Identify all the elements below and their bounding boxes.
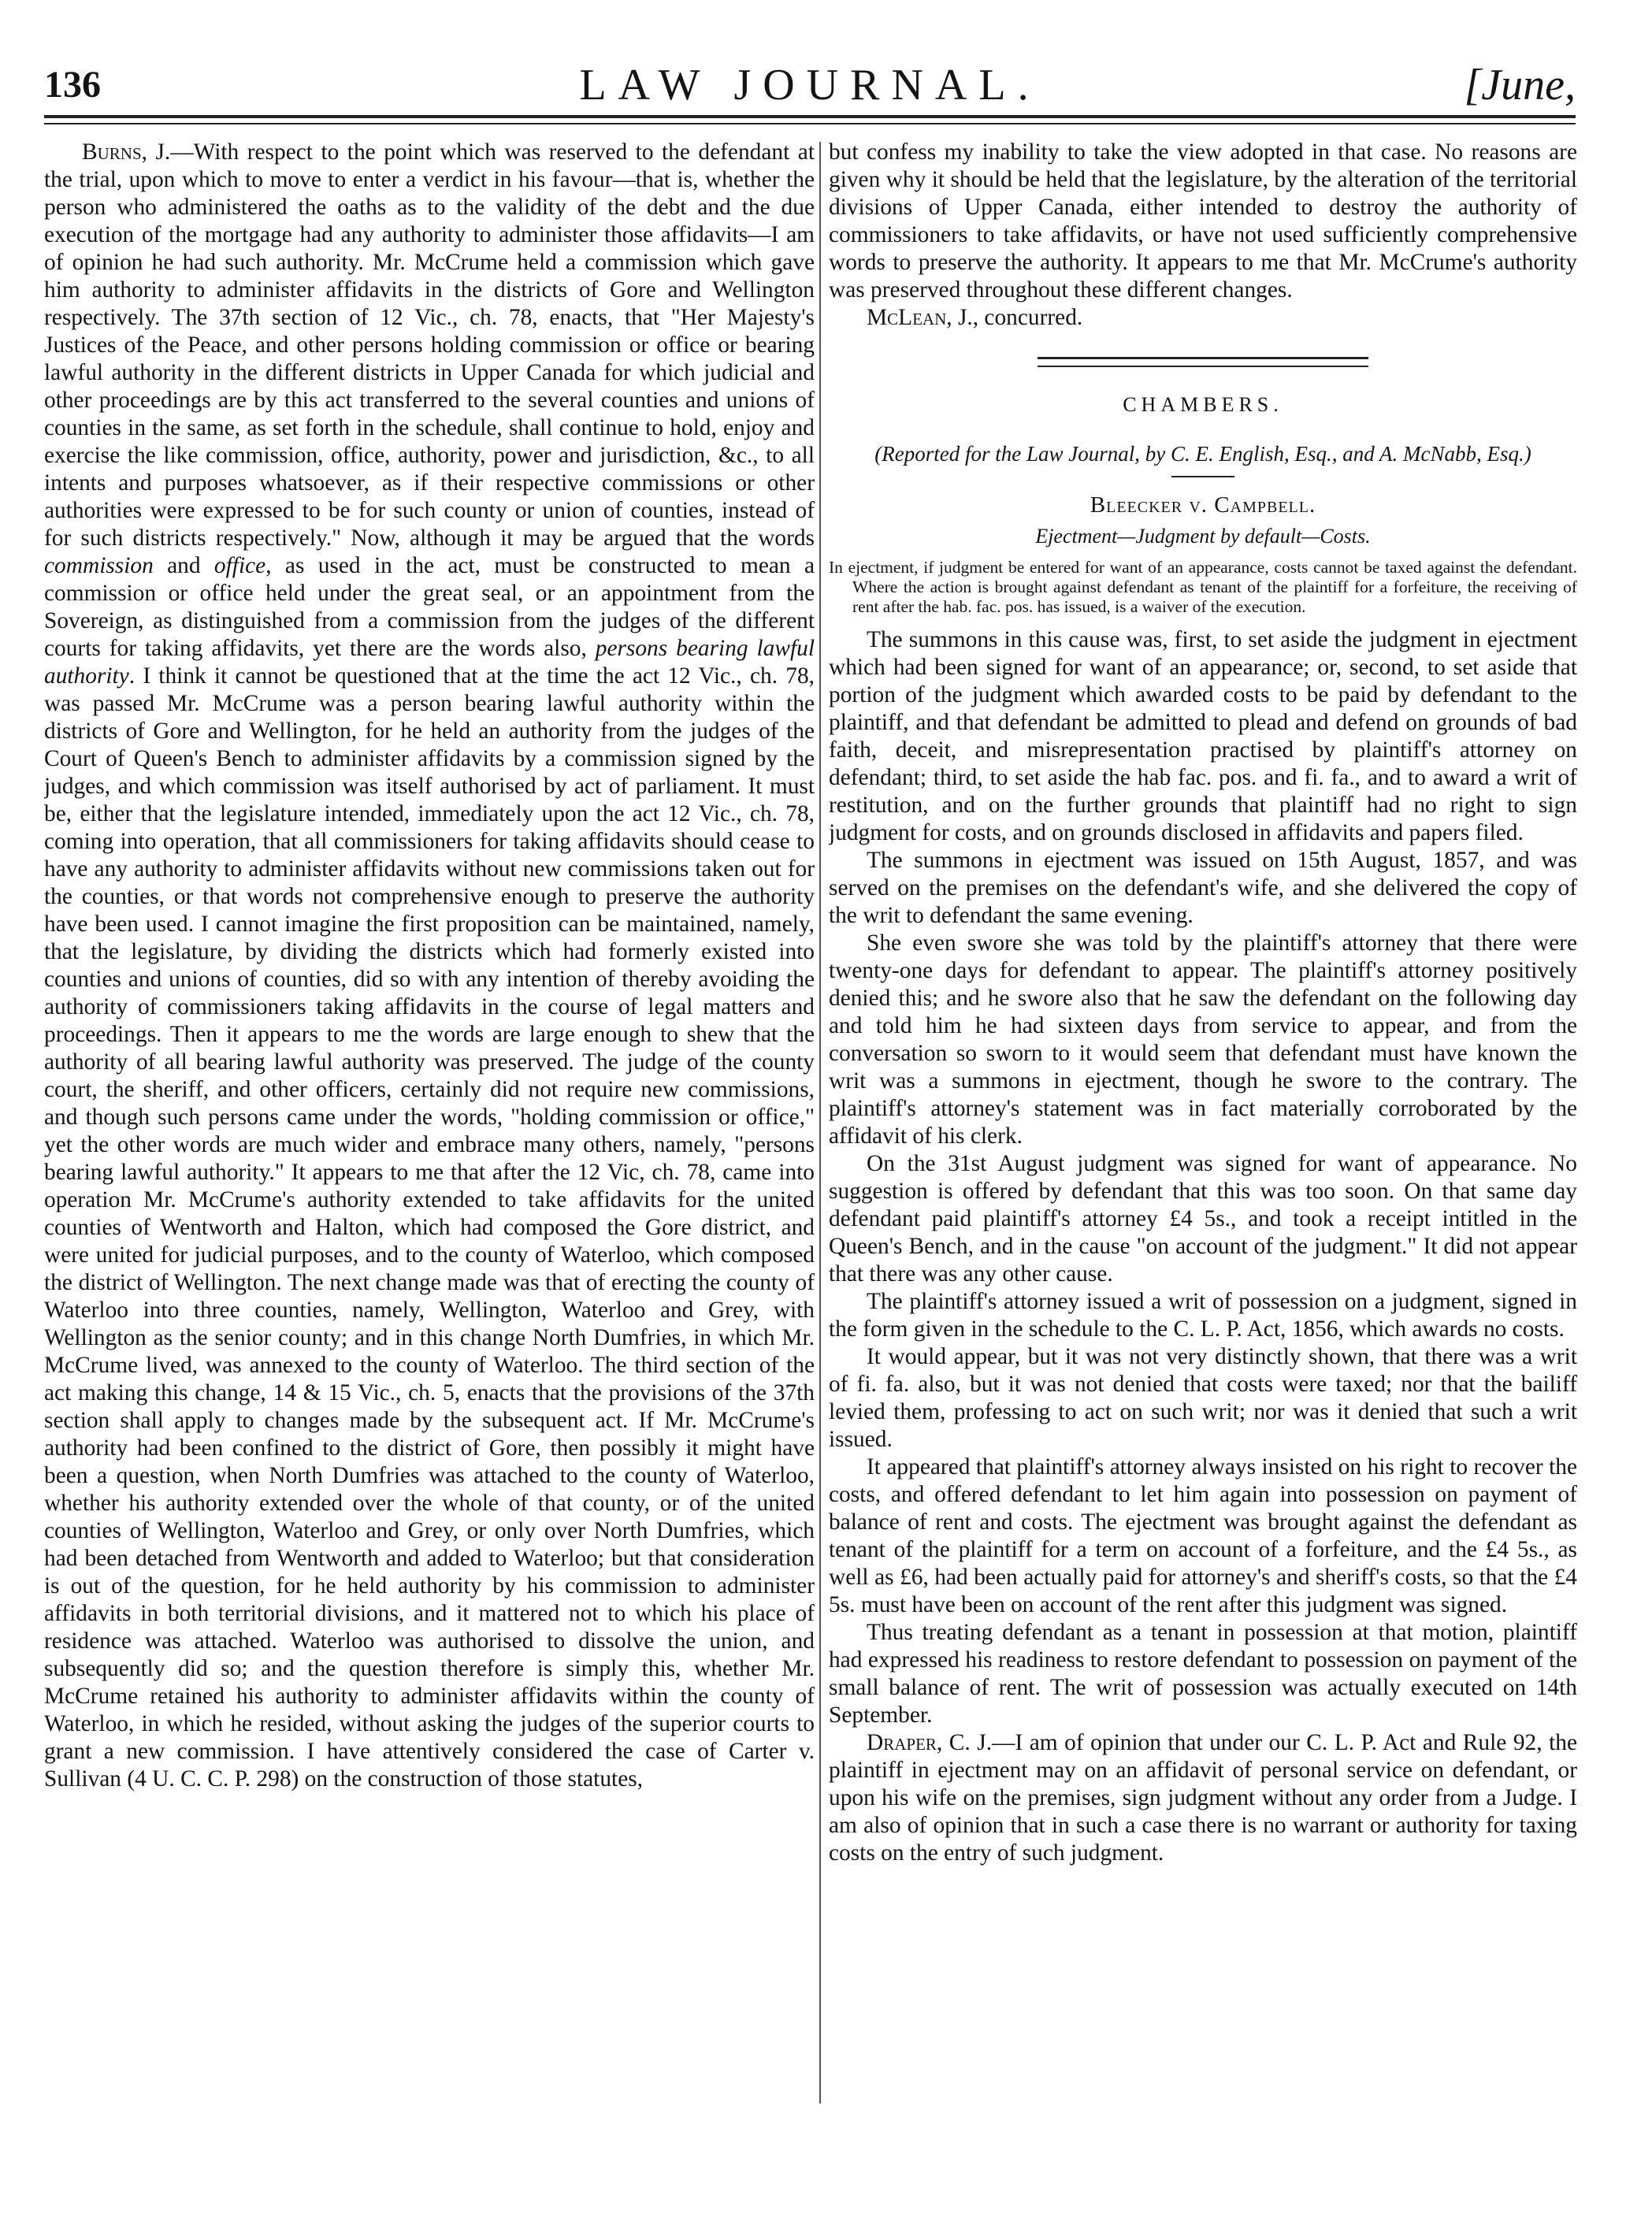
section-heading-chambers: CHAMBERS. xyxy=(1123,393,1283,416)
mclean-text: , concurred. xyxy=(972,305,1083,330)
burns-judgment-paragraph xyxy=(44,139,815,1793)
page-number: 136 xyxy=(44,64,101,106)
case-paragraph: The summons in ejectment was issued on 15th August, 1857, and was served on the premises on the defendant's wife, and she delivered the copy of the writ to defendant the same evening. xyxy=(829,848,1577,928)
mclean-paragraph xyxy=(829,304,1577,332)
burns-text-final: . I think it cannot be questioned that at the time the act 12 Vic., ch. 78, was passed Mr. McCrume was a person bearing lawful authority within the districts of Gore and Wellington, for he held an authority from the judges of the Court of Queen's Bench to administer affidavits by a commission signed by the judges, and which commission was itself authorised by act of parliament. It must be, either that the legislature intended, immediately upon the act 12 Vic., ch. 78, coming into operation, that all commissioners for taking affidavits should cease to have any authority to administer affidavits without new commissions taken out for the counties, or that words not comprehensive enough to preserve the authority have been used. I cannot imagine the first proposition can be maintained, namely, that the legislature, by dividing the districts which had formerly existed into counties and unions of counties, did so with any intention of thereby avoiding the authority of commissioners taking affidavits in the course of legal matters and proceedings. Then it appears to me the words are large enough to shew that the authority of all bearing lawful authority was preserved. The judge of the county court, the sheriff, and other officers, certainly did not require new commissions, and though such persons came under the words, "holding commission or office," yet the other words are much wider and embrace many others, namely, "persons bearing lawful authority." It appears to me that after the 12 Vic, ch. 78, came into operation Mr. McCrume's authority extended to take affidavits for the united counties of Wentworth and Halton, which had composed the Gore district, and were united for judicial purposes, and to the county of Waterloo, which composed the district of Wellington. The next change made was that of erecting the county of Waterloo into three counties, namely, Wellington, Waterloo and Grey, with Wellington as the senior county; and in this change North Dumfries, in which Mr. McCrume lived, was annexed to the county of Waterloo. The third section of the act making this change, 14 & 15 Vic., ch. 5, enacts that the provisions of the 37th section shall apply to changes made by the subsequent act. If Mr. McCrume's authority had been confined to the district of Gore, then possibly it might have been a question, when North Dumfries was attached to the county of Waterloo, whether his authority extended over the whole of that county, or of the united counties of Wellington, Waterloo and Grey, or only over North Dumfries, which had been detached from Wentworth and added to Waterloo; but that consideration is out of the question, for he held authority by his commission to administer affidavits in both territorial divisions, and it mattered not to which his place of residence was attached. Waterloo was authorised to dissolve the union, and subsequently did so; and the question therefore is simply this, whether Mr. McCrume retained his authority to administer affidavits within the county of Waterloo, in which he resided, without asking the judges of the superior courts to grant a new commission. I have attentively considered the case of Carter v. Sullivan (4 U. C. C. P. 298) on the construction of those statutes, xyxy=(44,663,815,1792)
case-paragraph: It appeared that plaintiff's attorney always insisted on his right to recover the costs, and offered defendant to let him again into possession on payment of balance of rent and costs. The ejectment was brought against the defendant as tenant of the plaintiff for a term on account of a forfeiture, and the £4 5s., as well as £6, had been actually paid for attorney's and sheriff's costs, so that the £4 5s. must have been on account of the rent after this judgment was signed. xyxy=(829,1454,1577,1617)
judge-name-draper: Draper, C. J. xyxy=(867,1730,993,1755)
page-header xyxy=(44,55,1576,118)
case-paragraph: The plaintiff's attorney issued a writ of possession on a judgment, signed in the form given in the schedule to the C. L. P. Act, 1856, which awards no costs. xyxy=(829,1289,1577,1342)
page-month: [June, xyxy=(1464,61,1576,110)
term-commission: commission xyxy=(44,553,154,578)
burns-continuation-paragraph: but confess my inability to take the view adopted in that case. No reasons are given why it should be held that the legislature, by the alteration of the territorial divisions of Upper Canada, either intended to destroy the authority of commissioners to take affidavits, or have not used sufficiently comprehensive words to preserve the authority. It appears to me that Mr. McCrume's authority was preserved throughout these different changes. xyxy=(829,139,1577,303)
draper-text: —I am of opinion that under our C. L. P. Act and Rule 92, the plaintiff in ejectment may on an affidavit of personal service on defendant, or upon his wife on the premises, sign judgment without any order from a Judge. I am also of opinion that in such a case there is no warrant or authority for taxing costs on the entry of such judgment. xyxy=(829,1730,1577,1866)
case-paragraph: It would appear, but it was not very distinctly shown, that there was a writ of fi. fa. also, but it was not denied that costs were taxed; nor that the bailiff levied them, professing to act on such writ; nor was it denied that such a writ issued. xyxy=(829,1344,1577,1452)
term-office: office xyxy=(213,553,266,578)
case-title: Bleecker v. Campbell. xyxy=(1090,492,1316,518)
burns-text: —With respect to the point which was reserved to the defendant at the trial, upon which to move to enter a verdict in his favour—that is, whether the person who administered the oaths as to the validity of the debt and the due execution of the mortgage had any authority to administer those affidavits—I am of opinion he had such authority. Mr. McCrume held a commission which gave him authority to administer affidavits in the districts of Gore and Wellington respectively. The 37th section of 12 Vic., ch. 78, enacts, that "Her Majesty's Justices of the Peace, and other persons holding commission or office or bearing lawful authority in the different districts in Upper Canada for which judicial and other proceedings are by this act transferred to the several counties and unions of counties in the same, as set forth in the schedule, shall continue to hold, enjoy and exercise the like commission, office, authority, power and jurisdiction, &c., to all intents and purposes whatsoever, as if their respective commissions or other authorities were expressed to be for such county or union of counties, instead of for such districts respectively." Now, although it may be argued that the words xyxy=(44,139,815,551)
case-headnote: In ejectment, if judgment be entered for want of an appearance, costs cannot be taxed against the defendant. Where the action is brought against defendant as tenant of the plaintiff for a forfeiture, the receiving of rent after the hab. fac. pos. has issued, is a waiver of the execution. xyxy=(829,558,1577,616)
section-rule-thin xyxy=(1038,366,1368,367)
case-paragraph: The summons in this cause was, first, to set aside the judgment in ejectment which had been signed for want of an appearance; or, second, to set aside that portion of the judgment which awarded costs to be paid by defendant to the plaintiff, and that defendant be admitted to plead and defend on grounds of bad faith, deceit, and misrepresentation practised by plaintiff's attorney on defendant; third, to set aside the hab fac. pos. and fi. fa., and to award a writ of restitution, and on the further grounds that plaintiff had no right to sign judgment for costs, and on grounds disclosed in affidavits and papers filed. xyxy=(829,627,1577,845)
judge-name-mclean: McLean, J. xyxy=(867,305,973,330)
section-rule xyxy=(1038,357,1368,359)
draper-paragraph xyxy=(829,1729,1577,1867)
reporter-credit: (Reported for the Law Journal, by C. E. English, Esq., and A. McNabb, Esq.) xyxy=(874,442,1531,466)
left-column xyxy=(44,139,815,2167)
case-paragraph: Thus treating defendant as a tenant in possession at that motion, plaintiff had expressed his readiness to restore defendant to possession on payment of the small balance of rent. The writ of possession was actually executed on 14th September. xyxy=(829,1620,1577,1728)
short-rule xyxy=(1171,476,1234,477)
term-persons-bearing-lawful-authority: persons bearing lawful authority xyxy=(44,636,815,689)
case-subtitle: Ejectment—Judgment by default—Costs. xyxy=(1035,525,1371,548)
header-rule xyxy=(44,115,1576,118)
header-rule-thin xyxy=(44,123,1576,124)
burns-text-continued: , as used in the act, must be constructed to mean a commission or office held under the great seal, or an appointment from the Sovereign, as distinguished from a commission from the judges of the different courts for taking affidavits, yet there are the words also, xyxy=(44,553,815,661)
journal-title: LAW JOURNAL. xyxy=(579,61,1041,110)
case-paragraph: She even swore she was told by the plaintiff's attorney that there were twenty-one days for defendant to appear. The plaintiff's attorney positively denied this; and he swore also that he saw the defendant on the following day and told him he had sixteen days from service to appear, and from the conversation so sworn to it would seem that defendant must have known the writ was a summons in ejectment, though he swore to the contrary. The plaintiff's attorney's statement was in fact materially corroborated by the affidavit of his clerk. xyxy=(829,930,1577,1149)
column-divider xyxy=(819,142,821,2103)
right-column xyxy=(829,139,1577,2167)
case-paragraph: On the 31st August judgment was signed for want of appearance. No suggestion is offered by defendant that this was too soon. On that same day defendant paid plaintiff's attorney £4 5s., and took a receipt intitled in the Queen's Bench, and in the cause "on account of the judgment." It did not appear that there was any other cause. xyxy=(829,1151,1577,1287)
conjunction-and: and xyxy=(153,553,214,578)
judge-name-burns: Burns, J. xyxy=(82,139,171,165)
